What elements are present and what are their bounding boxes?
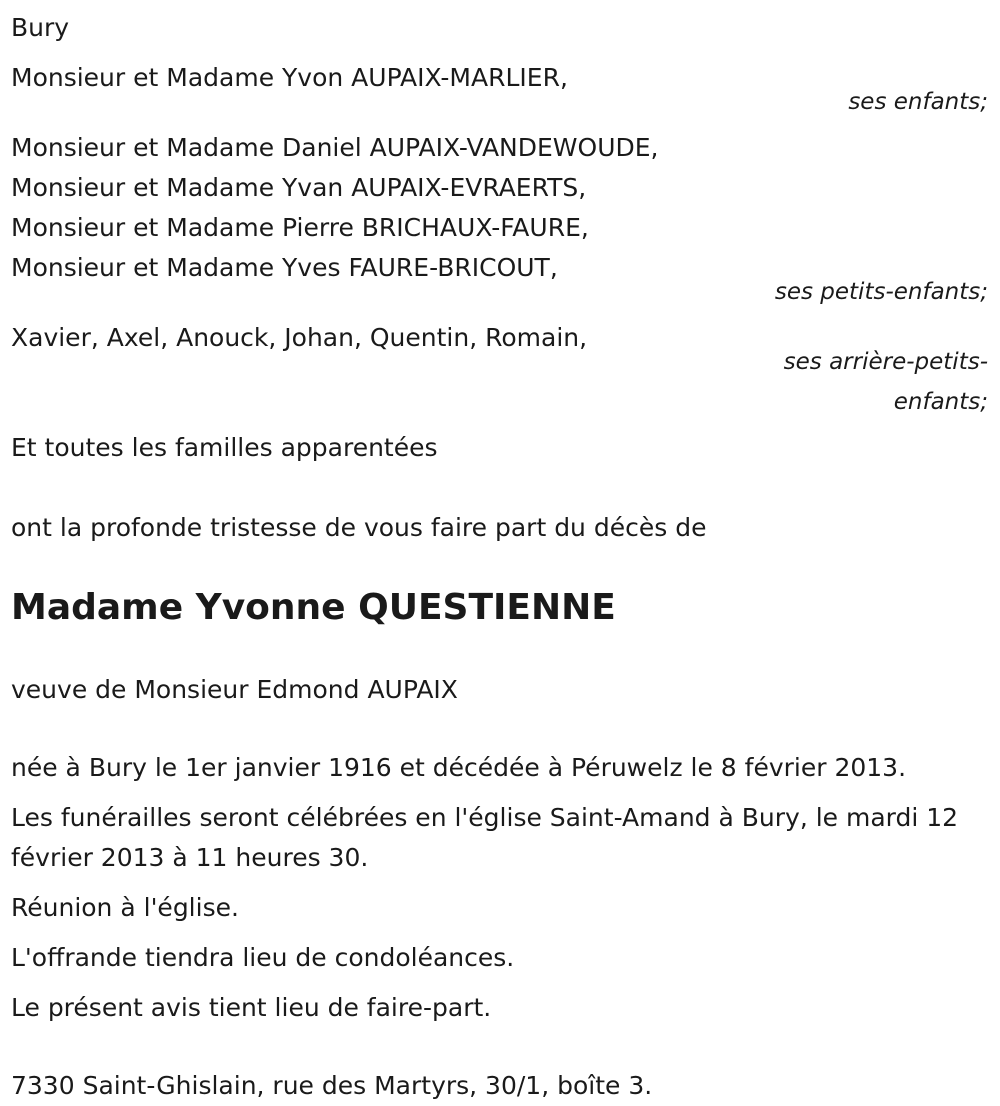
widow-of: veuve de Monsieur Edmond AUPAIX	[11, 675, 458, 704]
grandchildren-entry: Monsieur et Madame Yves FAURE-BRICOUT,	[11, 253, 558, 282]
spacer	[11, 928, 990, 938]
spacer	[11, 48, 990, 58]
spacer	[11, 468, 990, 508]
other-families: Et toutes les familles apparentées	[11, 433, 438, 462]
meeting-location: Réunion à l'église.	[11, 893, 239, 922]
offering-note: L'offrande tiendra lieu de condoléances.	[11, 943, 515, 972]
announcement-text: ont la profonde tristesse de vous faire part du décès de	[11, 513, 707, 542]
great-grandchildren-entry: Xavier, Axel, Anouck, Johan, Quentin, Romain,	[11, 323, 588, 352]
spacer	[11, 418, 990, 428]
place-heading: Bury	[11, 13, 70, 42]
birth-death-dates: née à Bury le 1er janvier 1916 et décédée à Péruwelz le 8 février 2013.	[11, 753, 907, 782]
grandchildren-entry: Monsieur et Madame Daniel AUPAIX-VANDEWOUDE,	[11, 133, 659, 162]
great-grandchildren-role-text: ses arrière-petits-enfants;	[783, 349, 988, 415]
children-role: ses enfants;	[848, 89, 988, 115]
address: 7330 Saint-Ghislain, rue des Martyrs, 30/1, boîte 3.	[11, 1071, 653, 1100]
grandchildren-role: ses petits-enfants;	[774, 279, 988, 305]
spacer	[11, 978, 990, 988]
deceased-name: Madame Yvonne QUESTIENNE	[11, 587, 616, 628]
spacer	[11, 878, 990, 888]
spacer	[11, 788, 990, 798]
notice-statement: Le présent avis tient lieu de faire-part.	[11, 993, 492, 1022]
spacer	[11, 1028, 990, 1066]
grandchildren-entry: Monsieur et Madame Pierre BRICHAUX-FAURE,	[11, 213, 589, 242]
children-entry: Monsieur et Madame Yvon AUPAIX-MARLIER,	[11, 63, 568, 92]
spacer	[11, 710, 990, 748]
funeral-ceremony: Les funérailles seront célébrées en l'église Saint-Amand à Bury, le mardi 12 février 2013 à 11 heures 30.	[11, 803, 959, 872]
grandchildren-entry: Monsieur et Madame Yvan AUPAIX-EVRAERTS,	[11, 173, 587, 202]
spacer	[11, 118, 990, 128]
